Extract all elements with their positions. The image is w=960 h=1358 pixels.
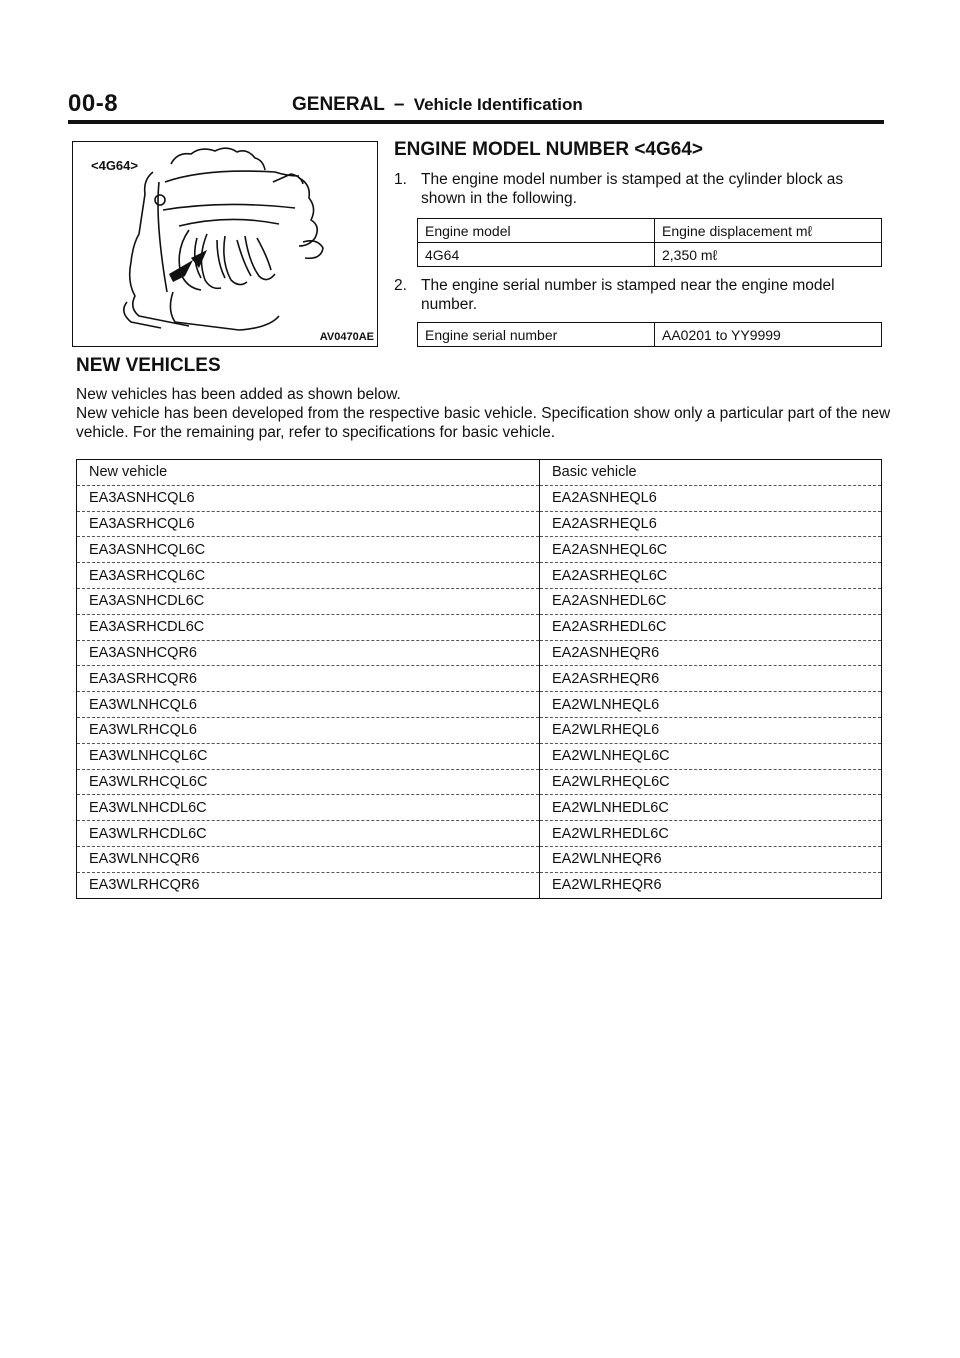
step-1	[394, 170, 886, 208]
new-vehicle-cell: EA3ASNHCQL6C	[77, 537, 540, 563]
subsection-title: Vehicle Identification	[413, 95, 583, 114]
new-vehicle-cell: EA3WLRHCDL6C	[77, 821, 540, 847]
table-cell: 2,350 mℓ	[655, 243, 882, 267]
new-vehicle-cell: EA3ASNHCQL6	[77, 485, 540, 511]
new-vehicle-cell: EA3ASNHCQR6	[77, 640, 540, 666]
table-row	[77, 511, 882, 537]
basic-vehicle-cell: EA2ASRHEQL6C	[540, 563, 882, 589]
basic-vehicle-cell: EA2WLRHEQL6	[540, 717, 882, 743]
engine-model-table	[417, 218, 882, 267]
table-row	[418, 219, 882, 243]
table-header-cell: Engine displacement mℓ	[655, 219, 882, 243]
section-title: GENERAL	[292, 94, 385, 115]
new-vehicle-cell: EA3ASRHCQR6	[77, 666, 540, 692]
basic-vehicle-cell: EA2WLNHEQL6	[540, 692, 882, 718]
step-2-number: 2.	[394, 277, 407, 294]
table-row	[77, 563, 882, 589]
table-header-cell: Basic vehicle	[540, 460, 882, 486]
header-rule	[68, 120, 884, 124]
new-vehicle-cell: EA3ASRHCQL6C	[77, 563, 540, 589]
table-row	[77, 846, 882, 872]
table-row	[418, 243, 882, 267]
table-row	[77, 769, 882, 795]
figure-engine-label: <4G64>	[91, 158, 138, 173]
table-row	[77, 743, 882, 769]
table-header-cell: New vehicle	[77, 460, 540, 486]
basic-vehicle-cell: EA2ASRHEQR6	[540, 666, 882, 692]
table-row	[418, 323, 882, 347]
page-number: 00-8	[68, 90, 119, 117]
basic-vehicle-cell: EA2ASNHEDL6C	[540, 588, 882, 614]
basic-vehicle-cell: EA2ASNHEQL6	[540, 485, 882, 511]
table-row	[77, 666, 882, 692]
basic-vehicle-cell: EA2WLRHEQR6	[540, 872, 882, 898]
basic-vehicle-cell: EA2WLNHEDL6C	[540, 795, 882, 821]
basic-vehicle-cell: EA2WLNHEQR6	[540, 846, 882, 872]
table-row	[77, 692, 882, 718]
table-row	[77, 821, 882, 847]
engine-model-title: ENGINE MODEL NUMBER <4G64>	[394, 139, 704, 160]
page-heading	[292, 94, 583, 116]
step-1-text: The engine model number is stamped at the cylinder block as shown in the following.	[421, 171, 844, 207]
new-vehicles-table	[76, 459, 882, 899]
heading-separator: –	[393, 94, 405, 115]
new-vehicle-cell: EA3WLRHCQL6C	[77, 769, 540, 795]
basic-vehicle-cell: EA2ASRHEDL6C	[540, 614, 882, 640]
table-row	[77, 537, 882, 563]
figure-code: AV0470AE	[319, 331, 374, 343]
table-row	[77, 614, 882, 640]
new-vehicle-cell: EA3ASRHCDL6C	[77, 614, 540, 640]
table-row	[77, 640, 882, 666]
table-cell: 4G64	[418, 243, 655, 267]
step-2-text: The engine serial number is stamped near the engine model number.	[421, 277, 835, 313]
new-vehicles-line-2: New vehicle has been developed from the respective basic vehicle. Specification show only a particular part of the new vehicle. For the remaining par, refer to specifications for basic vehicle.	[76, 405, 891, 441]
new-vehicle-cell: EA3WLRHCQR6	[77, 872, 540, 898]
new-vehicle-cell: EA3WLNHCQR6	[77, 846, 540, 872]
new-vehicle-cell: EA3WLNHCQL6C	[77, 743, 540, 769]
table-cell: AA0201 to YY9999	[655, 323, 882, 347]
table-row	[77, 795, 882, 821]
new-vehicle-cell: EA3WLNHCQL6	[77, 692, 540, 718]
engine-serial-table	[417, 322, 882, 347]
table-row	[77, 485, 882, 511]
basic-vehicle-cell: EA2WLRHEDL6C	[540, 821, 882, 847]
new-vehicle-cell: EA3ASNHCDL6C	[77, 588, 540, 614]
table-row	[77, 872, 882, 898]
table-cell: Engine serial number	[418, 323, 655, 347]
basic-vehicle-cell: EA2WLNHEQL6C	[540, 743, 882, 769]
new-vehicles-line-1: New vehicles has been added as shown below.	[76, 386, 401, 403]
new-vehicle-cell: EA3ASRHCQL6	[77, 511, 540, 537]
step-1-number: 1.	[394, 171, 407, 188]
basic-vehicle-cell: EA2WLRHEQL6C	[540, 769, 882, 795]
table-row	[77, 717, 882, 743]
table-header-cell: Engine model	[418, 219, 655, 243]
new-vehicles-description	[76, 385, 896, 442]
basic-vehicle-cell: EA2ASNHEQR6	[540, 640, 882, 666]
engine-figure	[72, 141, 378, 347]
table-header-row	[77, 460, 882, 486]
new-vehicles-title: NEW VEHICLES	[76, 355, 221, 376]
basic-vehicle-cell: EA2ASNHEQL6C	[540, 537, 882, 563]
new-vehicle-cell: EA3WLRHCQL6	[77, 717, 540, 743]
new-vehicle-cell: EA3WLNHCDL6C	[77, 795, 540, 821]
basic-vehicle-cell: EA2ASRHEQL6	[540, 511, 882, 537]
step-2	[394, 276, 886, 314]
table-row	[77, 588, 882, 614]
